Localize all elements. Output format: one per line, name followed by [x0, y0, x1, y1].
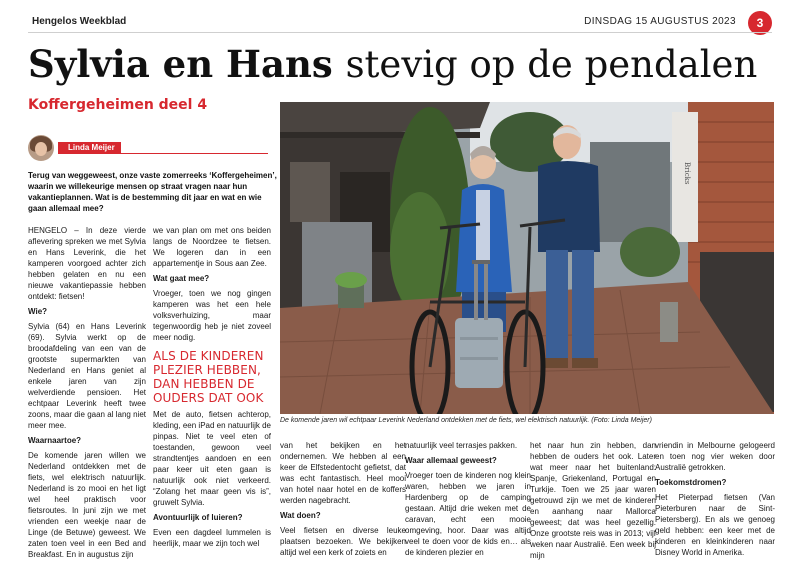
subhead-wie: Wie?	[28, 307, 48, 316]
paragraph-toekomst: Het Pieterpad fietsen (Van Pieterburen naar de Sint-Pietersberg). En als we genoeg geld hebben: een keer met de kinderen en kleinkinderen naar Disney World in Amerika.	[655, 493, 775, 557]
paragraph-waar: Vroeger toen de kinderen nog klein waren, hebben we jaren in Hardenberg op de camping gestaan. Altijd drie weken met de caravan, echt een mooie omgeving, hoor. Daar was altijd veel te doen voor de kids en… als de kinderen plezier en	[405, 471, 531, 557]
photo-caption: De komende jaren wil echtpaar Leverink Nederland ontdekken met de fiets, wel elektrisch natuurlijk. (Foto: Linda Meijer)	[280, 417, 652, 424]
intro-paragraph: HENGELO – In deze vierde aflevering spreken we met Sylvia en Hans Leverink, die het kamperen voorgoed achter zich hebben gelaten en nu een nieuwe vakantiepassie hebben ontdekt: fietsen!	[28, 226, 146, 301]
subhead-waarnaartoe: Waarnaartoe?	[28, 436, 82, 445]
author-avatar	[28, 135, 54, 161]
issue-date: DINSDAG 15 AUGUSTUS 2023	[584, 16, 736, 27]
header-divider	[28, 32, 772, 33]
column-2	[153, 225, 271, 553]
pull-quote: ALS DE KINDEREN PLEZIER HEBBEN, DAN HEBBEN DE OUDERS DAT OOK	[153, 349, 264, 405]
paragraph-avontuurlijk: Even een dagdeel lummelen is heerlijk, maar we zijn toch wel	[153, 528, 271, 548]
column-3	[280, 440, 406, 562]
article-lead: Terug van weggeweest, onze vaste zomerreeks ‘Koffergeheimen’, waarin we willekeurige mensen op straat vragen naar hun vakantieplannen. Wat is de bestemming dit jaar en wat en wie gaan allemaal mee?	[28, 171, 277, 213]
subhead-toekomst: Toekomstdromen?	[655, 478, 727, 487]
subhead-avontuurlijk: Avontuurlijk of luieren?	[153, 513, 243, 522]
paragraph-watgaatmee: Vroeger, toen we nog gingen kamperen was het een hele volksverhuizing, maar tegenwoordig heb je niet zoveel meer nodig.	[153, 289, 271, 342]
subhead-waar: Waar allemaal geweest?	[405, 456, 497, 465]
author-bar	[58, 142, 268, 154]
subhead-watgaatmee: Wat gaat mee?	[153, 274, 210, 283]
paragraph-wie: Sylvia (64) en Hans Leverink (69). Sylvia werkt op de broodafdeling van een van de grootste supermarkten van Nederland en Hans geniet al enkele jaren van zijn welverdiende pensioen. Het echtpaar Leverink heeft twee zoons, maar die gaan al lang niet meer mee.	[28, 322, 146, 430]
article-headline	[28, 40, 788, 89]
paragraph-elfsteden: van het bekijken en het ondernemen. We hebben al een keer de Elfstedentocht gefietst, dat was echt fantastisch. Heel mooi van hotel naar hotel en de koffers werden nagebracht.	[280, 441, 406, 505]
article-photo	[280, 102, 774, 414]
paragraph-buitenland: het naar hun zin hebben, dan hebben de ouders het ook. Later wat meer naar het buitenland: Spanje, Griekenland, Portugal en Turkije. Toen we 25 jaar waren getrouwd zijn we met de kinderen en aanhang naar Mallorca geweest; dat was heel gezellig. Onze grootste reis was in 2013; vijf weken naar Australië. Een week bij mijn	[530, 441, 656, 560]
paragraph-watdoen: Veel fietsen en diverse leuke plaatsen bezoeken. We bekijken altijd wel een kerk of zoiets en	[280, 526, 406, 557]
paragraph-packing: Met de auto, fietsen achterop, kleding, een iPad en natuurlijk de pinpas. Niet te veel eten of toestanden, gewoon veel strandtentjes aandoen en een paar keer uit eten gaan is natuurlijk ook niet verkeerd. “Zolang het maar geen vis is”, gruwelt Sylvia.	[153, 410, 271, 507]
page-number-badge: 3	[748, 11, 772, 35]
column-4	[405, 440, 531, 562]
headline-light: stevig op de pendalen	[345, 43, 758, 86]
column-1	[28, 225, 146, 564]
column-6	[655, 440, 775, 562]
author-name: Linda Meijer	[58, 142, 121, 154]
paragraph-melbourne: vriendin in Melbourne gelogeerd en toen nog vier weken door Australië getrokken.	[655, 441, 775, 472]
column-5	[530, 440, 656, 565]
article-kicker: Koffergeheimen deel 4	[28, 97, 208, 113]
subhead-watdoen: Wat doen?	[280, 511, 321, 520]
wall-sign-text: Bricks	[683, 162, 691, 185]
paragraph-terrasjes: natuurlijk veel terrasjes pakken.	[405, 441, 518, 450]
page-header	[0, 0, 800, 38]
headline-bold: Sylvia en Hans	[28, 42, 333, 86]
suitcase	[455, 318, 503, 388]
paragraph-plans: we van plan om met ons beiden langs de Noordzee te fietsen. We logeren dan in een appartementje in Sous aan Zee.	[153, 226, 271, 268]
couple-with-bikes-photo	[280, 102, 774, 414]
masthead: Hengelos Weekblad	[32, 16, 127, 27]
author-byline	[28, 135, 278, 161]
paragraph-waarnaartoe: De komende jaren willen we Nederland ontdekken met de fiets, wel elektrisch natuurlijk. Nederland is zo mooi en het ligt wel heel praktisch voor fietsroutes. In juni zijn we met vrienden een weekje naar de Linge (de Betuwe) geweest. We zaten toen veel in een Bed and Breakfast. En in augustus zijn	[28, 451, 146, 559]
